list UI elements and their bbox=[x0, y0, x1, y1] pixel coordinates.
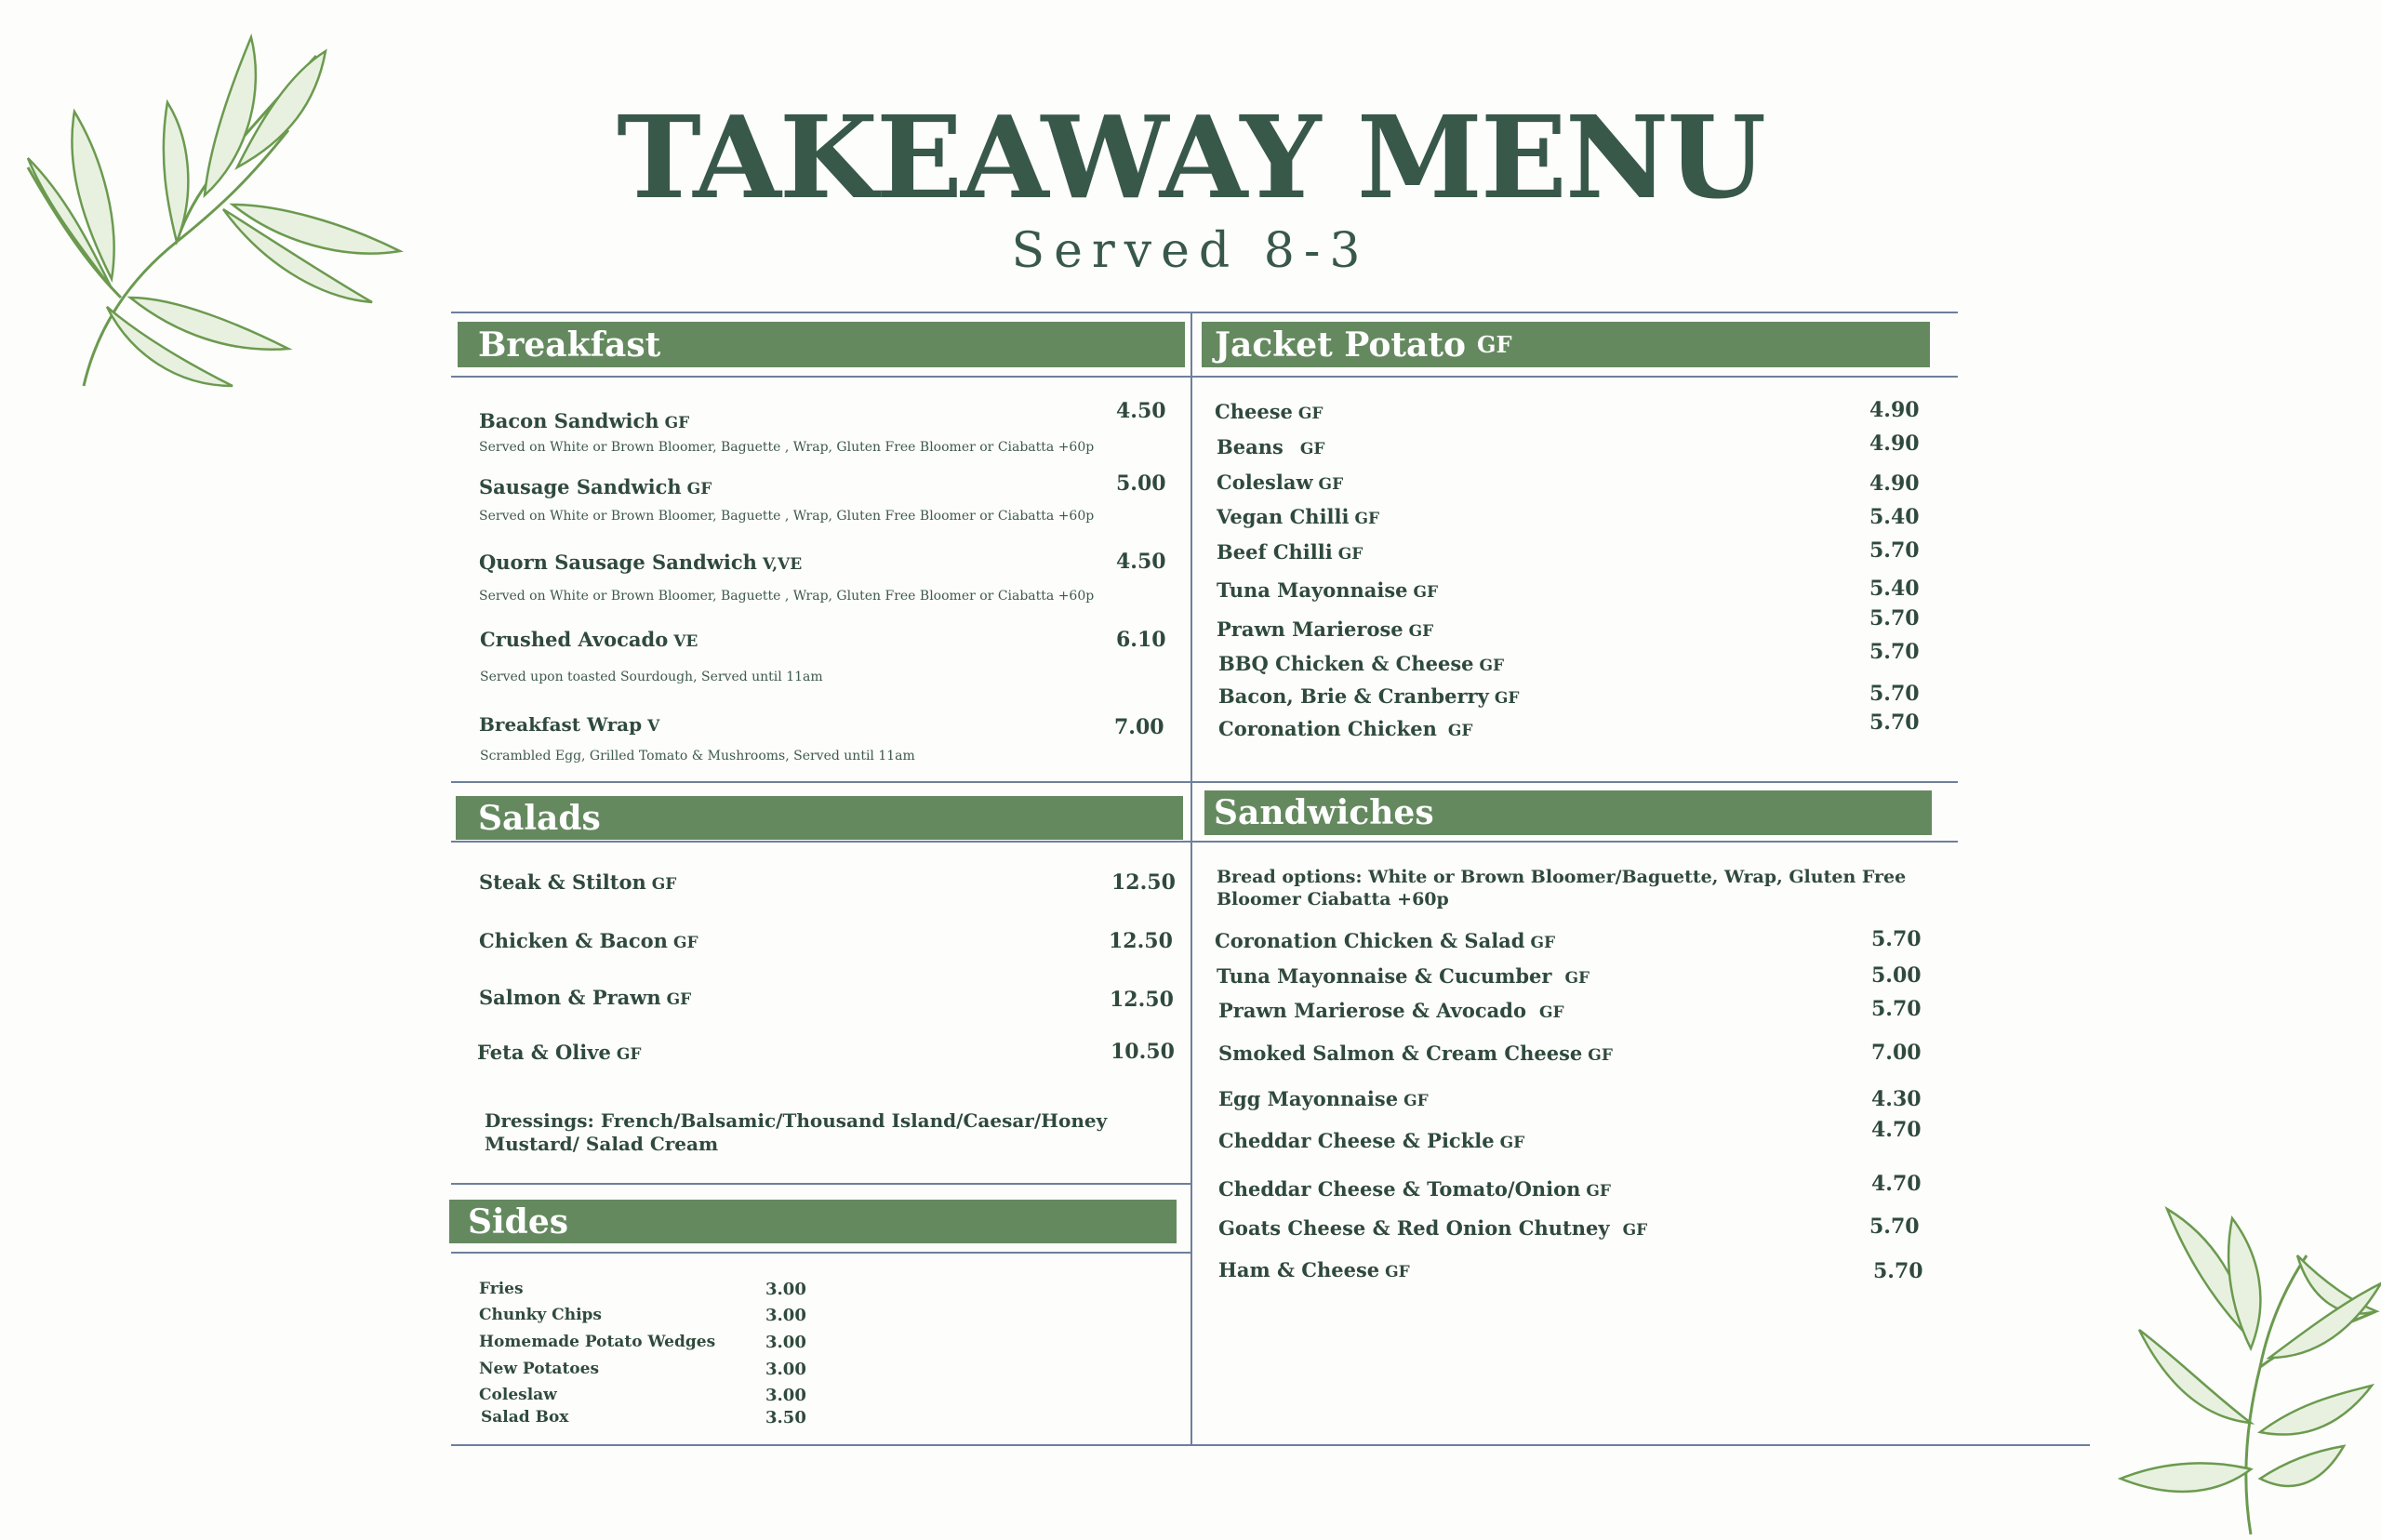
menu-item: Beans GF bbox=[1217, 435, 1325, 458]
leaf-branch-icon bbox=[2111, 1200, 2381, 1540]
salads-heading-label: Salads bbox=[478, 798, 601, 838]
menu-item: Coleslaw GF bbox=[1217, 471, 1344, 494]
menu-item: Bacon, Brie & Cranberry GF bbox=[1218, 684, 1520, 708]
bread-options-note: Bread options: White or Brown Bloomer/Baguette, Wrap, Gluten Free Bloomer Ciabatta +60p bbox=[1217, 867, 1907, 909]
item-price: 12.50 bbox=[1109, 929, 1173, 953]
breakfast-bottom-rule bbox=[451, 376, 1190, 378]
menu-item: Coronation Chicken GF bbox=[1218, 717, 1473, 740]
dressings-note: Dressings: French/Balsamic/Thousand Island/Caesar/Honey Mustard/ Salad Cream bbox=[485, 1109, 1108, 1155]
menu-item: Prawn Marierose GF bbox=[1217, 617, 1434, 641]
salads-heading bbox=[456, 796, 1183, 840]
item-price: 5.70 bbox=[1869, 710, 1920, 735]
item-price: 4.90 bbox=[1869, 431, 1920, 456]
item-price: 5.70 bbox=[1871, 927, 1922, 951]
menu-item: Cheese GF bbox=[1215, 400, 1324, 423]
menu-item: Smoked Salmon & Cream Cheese GF bbox=[1218, 1042, 1613, 1065]
menu-item: Prawn Marierose & Avocado GF bbox=[1218, 999, 1564, 1022]
item-price: 5.70 bbox=[1873, 1259, 1923, 1283]
menu-item: Coronation Chicken & Salad GF bbox=[1215, 929, 1556, 952]
menu-item: Goats Cheese & Red Onion Chutney GF bbox=[1218, 1216, 1648, 1240]
menu-item: Sausage Sandwich GF bbox=[479, 475, 712, 498]
page-title: TAKEAWAY MENU bbox=[617, 90, 1764, 224]
jacket-end-rule bbox=[1192, 781, 1958, 783]
menu-item: Steak & Stilton GF bbox=[479, 870, 677, 894]
jacket-heading-tag: GF bbox=[1477, 331, 1512, 358]
side-item: Coleslaw bbox=[479, 1386, 557, 1404]
item-price: 4.90 bbox=[1869, 471, 1920, 496]
side-item: Homemade Potato Wedges bbox=[479, 1333, 716, 1351]
menu-item: Ham & Cheese GF bbox=[1218, 1258, 1410, 1281]
menu-item: BBQ Chicken & Cheese GF bbox=[1218, 652, 1505, 675]
side-item: Salad Box bbox=[481, 1408, 569, 1427]
menu-item: Vegan Chilli GF bbox=[1217, 505, 1380, 528]
item-price: 4.70 bbox=[1871, 1118, 1922, 1142]
item-price: 4.50 bbox=[1116, 399, 1166, 423]
menu-item: Bacon Sandwich GF bbox=[479, 409, 690, 432]
salads-end-rule bbox=[451, 1183, 1190, 1185]
served-hours: Served 8-3 bbox=[1011, 223, 1370, 279]
sides-bar-rule bbox=[451, 1252, 1190, 1254]
item-price: 5.70 bbox=[1869, 538, 1920, 563]
menu-item: Cheddar Cheese & Tomato/Onion GF bbox=[1218, 1177, 1611, 1201]
menu-item: Quorn Sausage Sandwich V,VE bbox=[479, 551, 803, 574]
item-price: 12.50 bbox=[1111, 870, 1176, 895]
item-price: 5.70 bbox=[1869, 1215, 1920, 1239]
top-rule bbox=[451, 312, 1958, 313]
item-price: 5.00 bbox=[1871, 963, 1922, 988]
sides-heading-label: Sides bbox=[468, 1201, 569, 1241]
item-price: 5.70 bbox=[1869, 606, 1920, 631]
item-description: Served on White or Brown Bloomer, Baguette , Wrap, Gluten Free Bloomer or Ciabatta +60p bbox=[479, 589, 1095, 604]
menu-item: Tuna Mayonnaise & Cucumber GF bbox=[1217, 964, 1590, 988]
side-price: 3.00 bbox=[765, 1360, 806, 1379]
side-price: 3.50 bbox=[765, 1408, 806, 1427]
breakfast-heading-label: Breakfast bbox=[478, 325, 661, 365]
item-price: 5.40 bbox=[1869, 577, 1920, 601]
item-price: 7.00 bbox=[1114, 715, 1164, 739]
jacket-heading-label: Jacket Potato bbox=[1215, 325, 1466, 365]
item-price: 5.00 bbox=[1116, 471, 1166, 496]
breakfast-heading bbox=[458, 322, 1185, 367]
item-description: Served on White or Brown Bloomer, Baguette , Wrap, Gluten Free Bloomer or Ciabatta +60p bbox=[479, 509, 1095, 524]
item-price: 4.90 bbox=[1869, 398, 1920, 422]
jacket-bottom-rule bbox=[1192, 376, 1958, 378]
item-price: 5.70 bbox=[1871, 997, 1922, 1021]
item-price: 5.70 bbox=[1869, 682, 1920, 706]
side-price: 3.00 bbox=[765, 1386, 806, 1405]
menu-item: Egg Mayonnaise GF bbox=[1218, 1087, 1429, 1110]
item-price: 5.70 bbox=[1869, 640, 1920, 664]
item-description: Scrambled Egg, Grilled Tomato & Mushrooms, Served until 11am bbox=[480, 749, 915, 763]
item-price: 10.50 bbox=[1111, 1040, 1175, 1064]
menu-item: Cheddar Cheese & Pickle GF bbox=[1218, 1129, 1525, 1152]
sides-heading bbox=[449, 1200, 1177, 1243]
item-description: Served upon toasted Sourdough, Served until 11am bbox=[480, 670, 823, 684]
side-price: 3.00 bbox=[765, 1280, 806, 1299]
salads-bar-rule bbox=[451, 841, 1190, 843]
item-description: Served on White or Brown Bloomer, Baguette , Wrap, Gluten Free Bloomer or Ciabatta +60p bbox=[479, 440, 1095, 455]
breakfast-end-rule bbox=[451, 781, 1190, 783]
sandwiches-heading bbox=[1204, 790, 1932, 835]
item-price: 4.30 bbox=[1871, 1087, 1922, 1111]
menu-item: Salmon & Prawn GF bbox=[479, 986, 692, 1009]
menu-item: Tuna Mayonnaise GF bbox=[1217, 578, 1439, 602]
menu-item: Chicken & Bacon GF bbox=[479, 929, 698, 952]
item-price: 7.00 bbox=[1871, 1041, 1922, 1065]
sandwich-bar-rule bbox=[1192, 841, 1958, 843]
jacket-heading bbox=[1202, 322, 1930, 367]
bottom-rule bbox=[451, 1444, 2090, 1446]
item-price: 4.50 bbox=[1116, 550, 1166, 574]
item-price: 6.10 bbox=[1116, 628, 1166, 652]
item-price: 4.70 bbox=[1871, 1172, 1922, 1196]
side-item: New Potatoes bbox=[479, 1360, 600, 1378]
item-price: 5.40 bbox=[1869, 505, 1920, 529]
item-price: 12.50 bbox=[1110, 988, 1174, 1012]
menu-item: Breakfast Wrap V bbox=[479, 713, 660, 736]
sandwiches-heading-label: Sandwiches bbox=[1214, 793, 1434, 832]
menu-item: Beef Chilli GF bbox=[1217, 540, 1363, 564]
menu-item: Feta & Olive GF bbox=[477, 1041, 642, 1064]
center-divider bbox=[1190, 313, 1192, 1444]
side-item: Fries bbox=[479, 1280, 524, 1298]
menu-item: Crushed Avocado VE bbox=[480, 628, 698, 651]
side-price: 3.00 bbox=[765, 1306, 806, 1325]
side-price: 3.00 bbox=[765, 1333, 806, 1352]
side-item: Chunky Chips bbox=[479, 1306, 602, 1324]
